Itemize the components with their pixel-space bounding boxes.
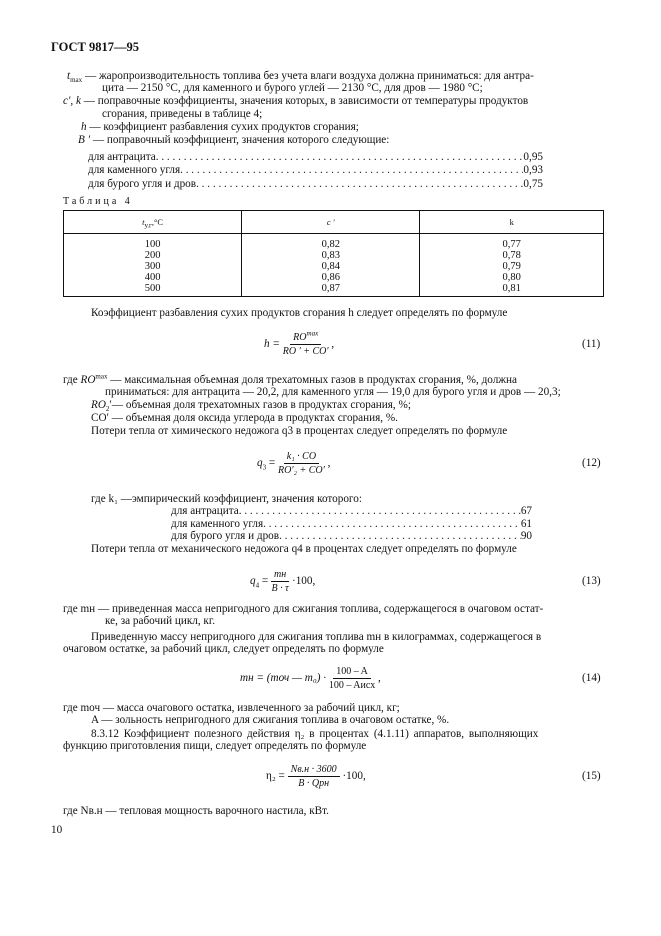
b-value-row: для каменного угля . . . 0,93 [88,164,543,177]
equation-number-13: (13) [582,575,601,587]
column-header-k: k [420,211,604,234]
k1-value-row: для каменного угля . . . 61 [171,518,532,531]
def-c-k-cont: сгорания, приведены в таблице 4; [102,108,263,120]
k1-value-row: для бурого угля и дров . . . 90 [171,530,532,543]
def-h: h — коэффициент разбавления сухих продуктов сгорания; [81,121,359,133]
formula-15: η₂ = $\frac{Nв.н \cdot 3600}{\text{B · Qрн}}$ ·100, [266,764,366,789]
b-value-row: для антрацита . . . 0,95 [88,151,543,164]
def-moch: где mоч — масса очагового остатка, извлеченного за рабочий цикл, кг; [63,702,400,714]
table-row: 500 0,87 0,81 [64,283,604,297]
def-ro2: $RO_2'—$ объемная доля трехатомных газов в продуктах сгорания, %; [91,399,411,414]
table-row: 400 0,86 0,80 [64,272,604,283]
def-co: CO′ — объемная доля оксида углерода в продуктах сгорания, %. [91,412,398,424]
formula-14: mн = (mоч — m₀) · $\frac{100 - A}{\text{100 – Aисх}}$ , [240,666,381,691]
def-b: B ′ — поправочный коэффициент, значения которого следующие: [78,134,390,146]
clause-8-3-12-cont: функцию приготовления пищи, следует определять по формуле [63,740,367,752]
equation-number-15: (15) [582,770,601,782]
document-header: ГОСТ 9817—95 [51,40,140,54]
clause-8-3-12: 8.3.12 Коэффициент полезного действия η₂ в процентах (4.1.11) аппаратов, выполняющих [91,728,539,740]
k1-intro: где k₁ —эмпирический коэффициент, значения которого: [91,493,362,505]
formula-11: h = $\frac{RO^{max}}{RO ' + CO'}$ , [264,329,335,357]
formula-13: $q_4$ = $\frac{mн}{B \cdot \tau}$ ·100, [250,569,316,594]
def-ro2max: где $RO^{max}$ — максимальная объемная доля трехатомных газов в продуктах сгорания, %, должна [63,372,517,386]
formula-12: $q_3$ = $\frac{\text{k₁ · CO}}{\text{RO′₂ + CO′}}$ , [257,451,331,476]
equation-number-12: (12) [582,457,601,469]
paragraph-mn: Приведенную массу непригодного для сжигания топлива mн в килограммах, содержащегося в [91,631,542,643]
page-number: 10 [51,824,63,836]
def-tmax-cont: цита — 2150 °С, для каменного и бурого углей — 2130 °С, для дров — 1980 °С; [102,82,483,94]
table-row: 100 0,82 0,77 [64,234,604,251]
def-mn-cont: ке, за рабочий цикл, кг. [105,615,215,627]
paragraph-q3: Потери тепла от химического недожога q3 в процентах следует определять по формуле [91,425,508,437]
b-value-row: для бурого угля и дров . . . 0,75 [88,178,543,191]
paragraph-q4: Потери тепла от механического недожога q4 в процентах следует определять по формуле [91,543,517,555]
def-c-k: c′, k — поправочные коэффициенты, значения которых, в зависимости от температуры продуктов [63,95,529,107]
paragraph-h: Коэффициент разбавления сухих продуктов сгорания h следует определять по формуле [91,307,508,319]
equation-number-11: (11) [582,338,601,350]
table-caption: Таблица 4 [63,196,133,207]
def-tmax: $t_{max}$ — жаропроизводительность топлива без учета влаги воздуха должна приниматься: для антра- [67,70,534,85]
def-nvn: где Nв.н — тепловая мощность варочного настила, кВт. [63,805,329,817]
column-header-c: c ′ [242,211,420,234]
table-row: 300 0,84 0,79 [64,261,604,272]
def-a: A — зольность непригодного для сжигания топлива в очаговом остатке, %. [91,714,450,726]
k1-value-row: для антрацита . . . 67 [171,505,532,518]
column-header-temp: $t_{у.г},^\circ С$ [64,211,242,234]
def-mn: где mн — приведенная масса непригодного для сжигания топлива, содержащегося в очаговом остат- [63,603,544,615]
table-4 [63,210,604,297]
table-row: 200 0,83 0,78 [64,250,604,261]
def-ro2max-cont: приниматься: для антрацита — 20,2, для каменного угля — 19,0 для бурого угля и дров — 20,3; [105,386,561,398]
paragraph-mn-cont: очаговом остатке, за рабочий цикл, следует определять по формуле [63,643,384,655]
equation-number-14: (14) [582,672,601,684]
